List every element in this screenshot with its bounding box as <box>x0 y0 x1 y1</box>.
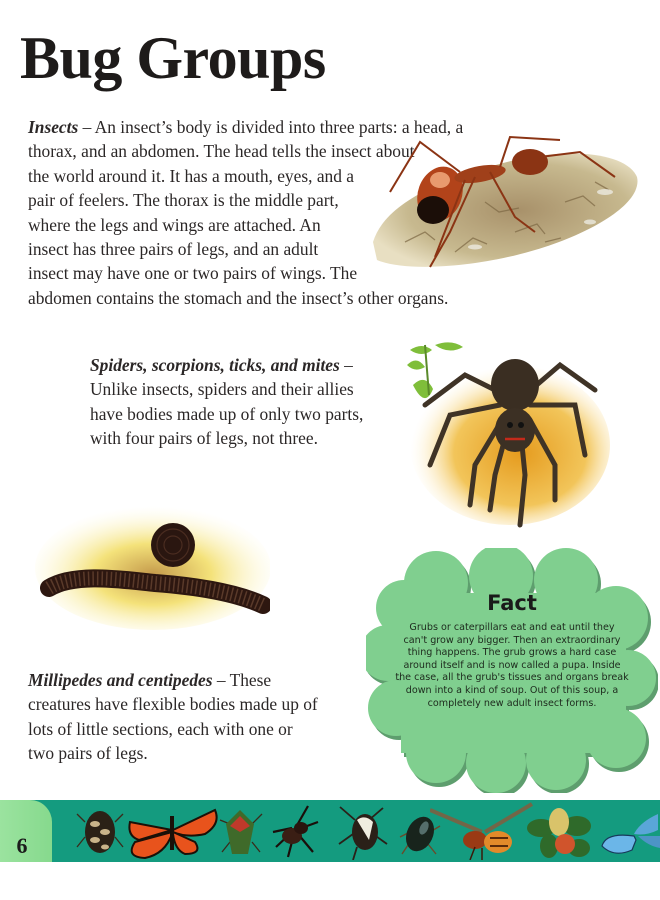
stag-beetle-icon <box>335 802 390 860</box>
spiders-paragraph: Spiders, scorpions, ticks, and mites – Unlike insects, spiders and their allies have bodies made up of only two parts, with four pairs of legs, not three. <box>90 355 364 449</box>
monarch-butterfly-icon <box>125 802 220 860</box>
fact-text: Grubs or caterpillars eat and eat until they can't grow any bigger. Then an extraordinary thing happens. The grub grows a hard case around itself and is now called a pupa. Inside the case, all the grub's tissues and organs break down into a kind of soup. Out of this soup, a completely new adult insect forms. <box>395 622 629 709</box>
millipede-illustration <box>35 500 270 630</box>
carpet-beetle-icon <box>75 802 125 860</box>
page-title: Bug Groups <box>20 25 326 91</box>
shield-bug-icon <box>218 802 263 860</box>
blue-morpho-butterfly-icon <box>600 802 660 860</box>
fact-title: Fact <box>487 591 537 615</box>
spiders-heading: Spiders, scorpions, ticks, and mites <box>90 355 340 375</box>
spider-illustration <box>395 335 610 530</box>
fact-box <box>366 548 658 793</box>
insects-paragraph: Insects – An insect’s body is divided into three parts: a head, a thorax, and an abdomen. The head tells the insect about the world around it. It has a mouth, eyes, and a pair of feelers. The thorax is the middle part, where the legs and wings are attached. An insect has three pairs of legs, and an adult insect may have one or two pairs of wings. The abdomen contains the stomach and the insect’s other organs. <box>28 117 464 308</box>
page-number: 6 <box>16 833 28 858</box>
millipedes-heading: Millipedes and centipedes <box>28 670 213 690</box>
insects-heading: Insects <box>28 117 79 137</box>
millipedes-paragraph: Millipedes and centipedes – These creatures have flexible bodies made up of lots of little sections, each with one or two pairs of legs. <box>28 670 318 764</box>
jumping-spider-icon <box>268 802 323 860</box>
hornet-icon <box>430 802 535 860</box>
leaf-insect-icon <box>527 802 592 860</box>
ant-illustration <box>365 132 640 272</box>
